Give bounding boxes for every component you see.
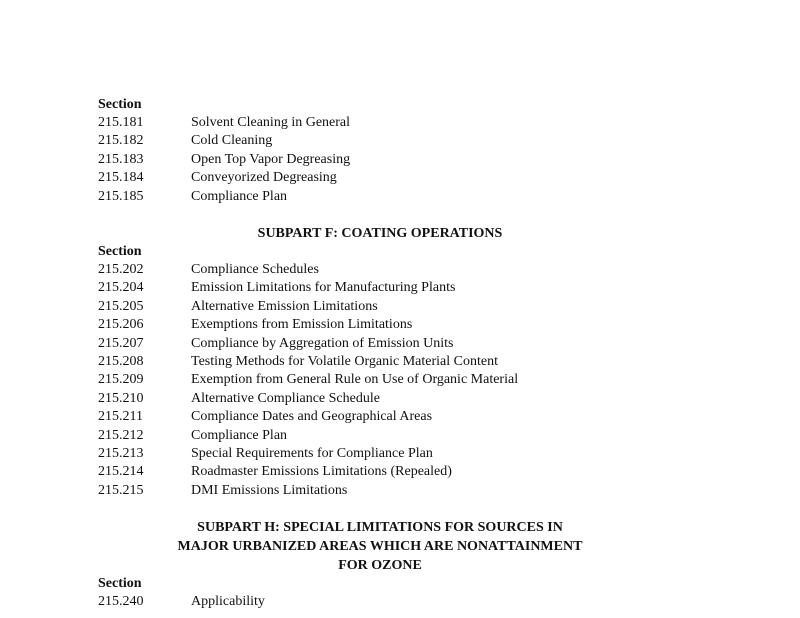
- section-number: 215.240: [98, 594, 144, 609]
- section-title: Compliance Plan: [191, 427, 288, 443]
- section-row: [98, 482, 698, 500]
- heading-line: MAJOR URBANIZED AREAS WHICH ARE NONATTAINMENT: [177, 539, 583, 554]
- section-number: 215.211: [98, 409, 143, 425]
- section-number: 215.207: [98, 335, 144, 351]
- section-label: Section: [98, 576, 142, 591]
- section-label: Section: [98, 97, 142, 112]
- section-number: 215.210: [98, 390, 144, 406]
- section-number: 215.204: [98, 280, 144, 296]
- section-title: Conveyorized Degreasing: [191, 170, 337, 186]
- section-title: Testing Methods for Volatile Organic Material Content: [191, 353, 498, 369]
- section-number: 215.182: [98, 133, 144, 149]
- heading-line: SUBPART F: COATING OPERATIONS: [257, 226, 503, 241]
- section-number: 215.213: [98, 445, 144, 461]
- section-number: 215.202: [98, 262, 144, 277]
- section-number: 215.209: [98, 372, 144, 388]
- subpart-h-heading: [130, 518, 630, 575]
- section-number: 215.205: [98, 298, 144, 314]
- section-row: [98, 169, 698, 187]
- section-list-coating-operations: [98, 243, 698, 500]
- section-row: [98, 445, 698, 463]
- section-number: 215.215: [98, 482, 144, 498]
- section-title: Alternative Compliance Schedule: [191, 390, 380, 406]
- section-title: Compliance Plan: [191, 188, 288, 204]
- section-title: Exemptions from Emission Limitations: [191, 317, 413, 333]
- section-title: Open Top Vapor Degreasing: [191, 151, 351, 167]
- section-row: [98, 335, 698, 353]
- section-number: 215.206: [98, 317, 144, 333]
- section-row: [98, 593, 698, 611]
- section-row: [98, 279, 698, 297]
- subpart-f-heading: [130, 224, 630, 243]
- section-row: [98, 188, 698, 206]
- section-title: Roadmaster Emissions Limitations (Repealed): [191, 464, 452, 480]
- section-number: 215.185: [98, 188, 144, 204]
- section-number: 215.181: [98, 115, 144, 130]
- section-row: [98, 132, 698, 150]
- section-title: Alternative Emission Limitations: [191, 298, 378, 314]
- section-number: 215.212: [98, 427, 144, 443]
- section-row: [98, 114, 698, 132]
- heading-line: SUBPART H: SPECIAL LIMITATIONS FOR SOURCES IN: [197, 520, 563, 535]
- section-row: [98, 463, 698, 481]
- section-row: [98, 371, 698, 389]
- section-row: [98, 408, 698, 426]
- section-row: [98, 298, 698, 316]
- section-title: Compliance Dates and Geographical Areas: [191, 409, 433, 425]
- section-title: Compliance by Aggregation of Emission Units: [191, 335, 454, 351]
- section-row: [98, 261, 698, 279]
- section-title: Exemption from General Rule on Use of Organic Material: [191, 372, 519, 388]
- section-row: [98, 353, 698, 371]
- section-title: Special Requirements for Compliance Plan: [191, 445, 433, 461]
- section-title: Emission Limitations for Manufacturing Plants: [191, 280, 456, 296]
- section-list-urbanized-areas: [98, 575, 698, 611]
- section-row: [98, 316, 698, 334]
- section-label: Section: [98, 244, 142, 259]
- section-row: [98, 390, 698, 408]
- section-number: 215.183: [98, 151, 144, 167]
- section-number: 215.184: [98, 170, 144, 186]
- section-row: [98, 427, 698, 445]
- section-row: [98, 151, 698, 169]
- heading-line: FOR OZONE: [338, 558, 422, 573]
- section-title: Cold Cleaning: [191, 133, 273, 149]
- section-title: DMI Emissions Limitations: [191, 482, 348, 498]
- section-number: 215.208: [98, 353, 144, 369]
- section-title: Compliance Schedules: [191, 262, 319, 277]
- section-list-solvent-cleaning: [98, 96, 698, 206]
- section-title: Applicability: [191, 594, 265, 609]
- section-number: 215.214: [98, 464, 144, 480]
- section-title: Solvent Cleaning in General: [191, 115, 351, 130]
